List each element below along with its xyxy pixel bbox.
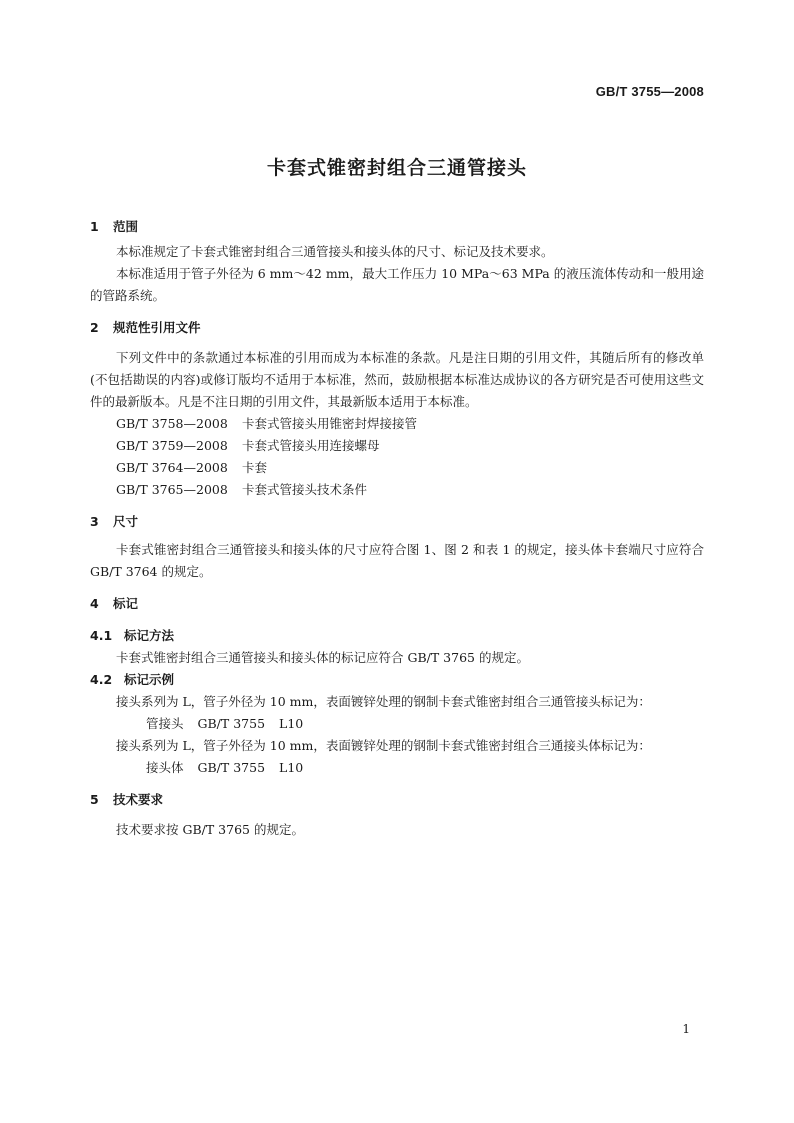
section-heading-dimensions — [90, 511, 704, 533]
marking-example — [90, 757, 704, 779]
standard-code: GB/T 3755—2008 — [595, 84, 704, 99]
page-number: 1 — [682, 1022, 690, 1036]
reference-name: 卡套式管接头用锥密封焊接接管 — [242, 416, 418, 431]
section-heading-marking — [90, 593, 704, 615]
section-title: 技术要求 — [113, 792, 164, 807]
reference-item — [90, 479, 704, 501]
section-number: 1 — [90, 219, 99, 234]
marking-name: 管接头 — [146, 716, 184, 731]
subsection-number: 4.2 — [90, 672, 113, 687]
section-title: 尺寸 — [113, 514, 139, 529]
paragraph: 卡套式锥密封组合三通管接头和接头体的标记应符合 GB/T 3765 的规定。 — [116, 650, 529, 665]
reference-item — [90, 413, 704, 435]
paragraph: 本标准规定了卡套式锥密封组合三通管接头和接头体的尺寸、标记及技术要求。 — [116, 244, 554, 259]
section-title: 标记 — [113, 596, 139, 611]
marking-example — [90, 713, 704, 735]
reference-name: 卡套式管接头技术条件 — [242, 482, 368, 497]
section-number: 3 — [90, 514, 99, 529]
marking-name: 接头体 — [146, 760, 184, 775]
marking-standard: GB/T 3755 — [197, 716, 266, 731]
paragraph: 本标准适用于管子外径为 6 mm～42 mm，最大工作压力 10 MPa～63 MPa 的液压流体传动和一般用途的管路系统。 — [90, 266, 704, 303]
section-number: 5 — [90, 792, 99, 807]
section-heading-technical-requirements — [90, 789, 704, 811]
marking-standard: GB/T 3755 — [197, 760, 266, 775]
reference-item — [90, 435, 704, 457]
paragraph: 接头系列为 L，管子外径为 10 mm，表面镀锌处理的钢制卡套式锥密封组合三通接头体标记为： — [116, 738, 651, 753]
subsection-title: 标记示例 — [124, 672, 175, 687]
section-number: 2 — [90, 320, 99, 335]
reference-code: GB/T 3764—2008 — [116, 460, 228, 475]
reference-code: GB/T 3759—2008 — [116, 438, 228, 453]
reference-name: 卡套 — [242, 460, 268, 475]
reference-list — [90, 413, 704, 501]
reference-name: 卡套式管接头用连接螺母 — [242, 438, 380, 453]
document-title: 卡套式锥密封组合三通管接头 — [266, 157, 527, 179]
marking-code: L10 — [279, 716, 304, 731]
reference-item — [90, 457, 704, 479]
subsection-title: 标记方法 — [124, 628, 175, 643]
subsection-heading-marking-example — [90, 669, 704, 691]
paragraph: 卡套式锥密封组合三通管接头和接头体的尺寸应符合图 1、图 2 和表 1 的规定，接头体卡套端尺寸应符合 GB/T 3764 的规定。 — [90, 542, 704, 579]
paragraph: 接头系列为 L，管子外径为 10 mm，表面镀锌处理的钢制卡套式锥密封组合三通管接头标记为： — [116, 694, 651, 709]
document-body — [90, 216, 704, 841]
paragraph: 下列文件中的条款通过本标准的引用而成为本标准的条款。凡是注日期的引用文件，其随后所有的修改单(不包括勘误的内容)或修订版均不适用于本标准，然而，鼓励根据本标准达成协议的各方研究是否可使用这些文件的最新版本。凡是不注日期的引用文件，其最新版本适用于本标准。 — [90, 350, 704, 409]
reference-code: GB/T 3758—2008 — [116, 416, 228, 431]
section-number: 4 — [90, 596, 99, 611]
marking-code: L10 — [279, 760, 304, 775]
section-heading-normative-references — [90, 317, 704, 339]
section-title: 规范性引用文件 — [113, 320, 201, 335]
reference-code: GB/T 3765—2008 — [116, 482, 228, 497]
section-heading-scope — [90, 216, 704, 238]
subsection-number: 4.1 — [90, 628, 113, 643]
section-title: 范围 — [113, 219, 139, 234]
subsection-heading-marking-method — [90, 625, 704, 647]
paragraph: 技术要求按 GB/T 3765 的规定。 — [116, 822, 304, 837]
